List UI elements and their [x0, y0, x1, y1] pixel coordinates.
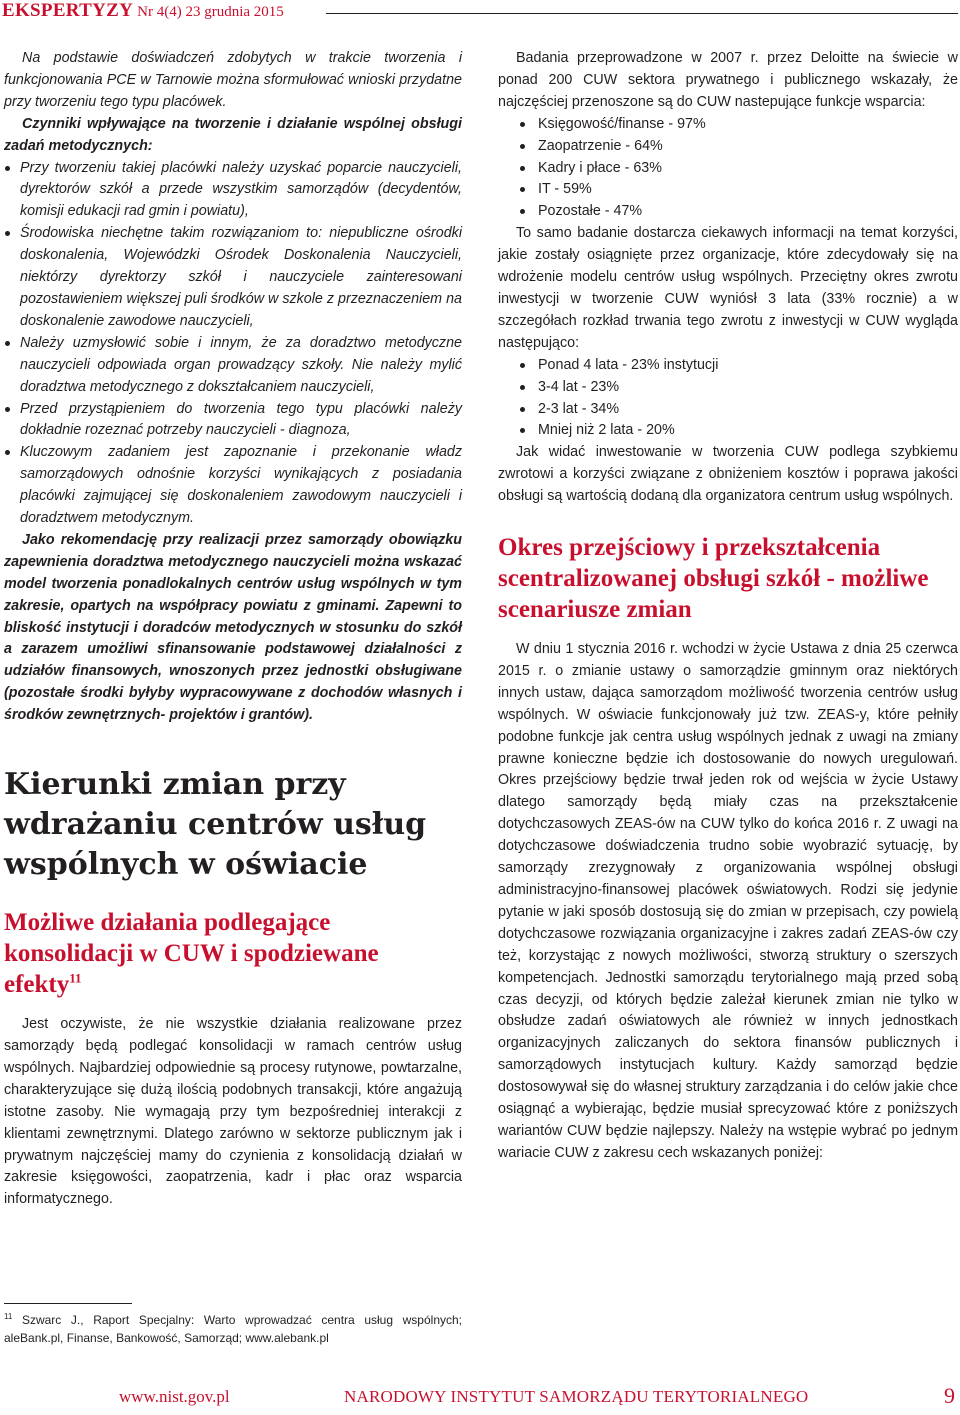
list-item: 2-3 lat - 34%: [498, 399, 958, 421]
transition-paragraph: W dniu 1 stycznia 2016 r. wchodzi w życie Ustawa z dnia 25 czerwca 2015 r. o zmianie ustawy o samorządzie gminnym oraz niektórych innych ustaw, dająca samorządom możliwość tworzenia centrów usług wspólnych. W oświacie funkcjonowały już tzw. ZEAS-y, które pełniły podobne funkcje jak centra usług wspólnych jednak z uwagi na zmiany prawne konieczne będzie ich dostosowanie do nowych uregulowań. Okres przejściowy będzie trwał jeden rok od wejścia w życie Ustawy dlatego samorządy będą miały czas na przekształcenie dotychczasowych ZEAS-ów na CUW tylko do końca 2016 r. Z uwagi na dotychczasowe doświadczenia trudno sobie wyobrazić sytuację, by samorządy zrezygnowały z organizowania wspólnej obsługi administracyjno-finansowej placówek oświatowych. Rodzi się jedynie pytanie w jaki sposób dostosują się do zmian w przepisach, czy powielą dotychczasowe rozwiązania organizacyjne i zakres zadań ZEAS-ów czy też, korzystając z nowych możliwości, stworzą struktury o szerszych kompetencjach. Jednostki samorządu terytorialnego mają przed sobą czas decyzji, od których będzie zależał kierunek zmian nie tylko w obsłudze zadań oświatowych ale również w innych jednostkach organizacyjnych zaliczanych do sektora finansów publicznych i samorządowych instytucjach kultury. Każdy samorząd będzie dostosowywał się do własnej struktury zarządzania i do celów jakie chce osiągnąć a wybierając, będzie musiał sprecyzować które z poniższych wariantów CUW będzie najlepszy. Należy na wstępie wybrać po jednym wariacie CUW z zakresu cech wskazanych poniżej:: [498, 641, 958, 1161]
footer-url-link[interactable]: www.nist.gov.pl: [119, 1387, 230, 1406]
publication-title: [2, 0, 284, 23]
transition-section-title: Okres przejściowy i przekształcenia scentralizowanej obsługi szkół - możliwe scenariusze zmian: [498, 534, 929, 624]
intro-paragraph: Na podstawie doświadczeń zdobytych w trakcie tworzenia i funkcjonowania PCE w Tarnowie można sformułować wnioski przydatne przy tworzeniu tego typu placówek.: [4, 50, 462, 110]
survey-intro: Badania przeprowadzone w 2007 r. przez Deloitte na świecie w ponad 200 CUW sektora prywatnego i publicznego wskazały, że najczęściej przenoszone są do CUW nastepujące funkcje wsparcia:: [498, 50, 958, 110]
list-item: Ponad 4 lata - 23% instytucji: [498, 355, 958, 377]
consolidation-paragraph: Jest oczywiste, że nie wszystkie działania realizowane przez samorządy będą podlegać konsolidacji w ramach centrów usług wspólnych. Najbardziej odpowiednie są procesy rutynowe, powtarzalne, charakteryzujące się dużą ilością podobnych transakcji, które angażują istotne zasoby. Nie wymagają przy tym bezpośredniej interakcji z klientami zewnętrznymi. Dlatego zarówno w sektorze publicznym jak i prywatnym najczęściej mamy do czynienia z konsolidacją działań w zakresie księgowości, zaopatrzenia, kadr i płac oraz wsparcia informatycznego.: [4, 1016, 462, 1208]
issue-info: Nr 4(4) 23 grudnia 2015: [137, 4, 284, 20]
footer-organization: NARODOWY INSTYTUT SAMORZĄDU TERYTORIALNEGO: [344, 1387, 809, 1406]
list-item: Środowiska niechętne takim rozwiązaniom to: niepubliczne ośrodki doskonalenia, Wojewódzki Ośrodek Doskonalenia Nauczycieli, niektórzy dyrektorzy szkół i nauczyciele zainteresowani pozostawieniem większej puli środków w szkole z przeznaczeniem na doskonalenie zawodowe nauczycieli,: [4, 223, 462, 333]
header-rule: [326, 13, 958, 14]
factors-list: [4, 158, 462, 530]
list-item: Mniej niż 2 lata - 20%: [498, 420, 958, 442]
page-header: [0, 0, 960, 30]
list-item: Przy tworzeniu takiej placówki należy uzyskać poparcie nauczycieli, dyrektorów szkół a przede wszystkim samorządów (decydentów, komisji edukacji rad gmin i powiatu),: [4, 158, 462, 224]
footnote-ref: 11: [69, 970, 82, 986]
factors-heading: Czynniki wpływające na tworzenie i działanie wspólnej obsługi zadań metodycznych:: [4, 115, 462, 154]
left-column: [4, 48, 462, 1211]
page-footer: [0, 1385, 960, 1411]
list-item: 3-4 lat - 23%: [498, 377, 958, 399]
section-title: Kierunki zmian przy wdrażaniu centrów usług wspólnych w oświacie: [4, 767, 427, 883]
footnote-text: Szwarc J., Raport Specjalny: Warto wprowadzać centra usług wspólnych; aleBank.pl, Finanse, Bankowość, Samorząd; www.alebank.pl: [4, 1313, 463, 1345]
publication-brand: EKSPERTYZY: [2, 0, 134, 21]
list-item: Księgowość/finanse - 97%: [498, 114, 958, 136]
subsection-title: [4, 907, 462, 1000]
footnote: [4, 1308, 462, 1347]
list-item: Należy uzmysłowić sobie i innym, że za doradztwo metodyczne nauczycieli odpowiada organ prowadzący szkoły. Nie należy mylić doradztwa metodycznego z dokształcaniem nauczycieli,: [4, 333, 462, 399]
payback-paragraph: To samo badanie dostarcza ciekawych informacji na temat korzyści, jakie zostały osiągnięte przez organizacje, które zdecydowały się na wdrożenie modelu centrów usług wspólnych. Przeciętny okres zwrotu inwestycji w tworzenie CUW wyniósł 3 lata (33% rocznie) a w szczegółach rozkład trwania tego zwrotu z inwestycji w CUW wygląda następująco:: [498, 225, 958, 351]
list-item: Pozostałe - 47%: [498, 201, 958, 223]
list-item: IT - 59%: [498, 179, 958, 201]
conclusion-paragraph: Jak widać inwestowanie w tworzenia CUW podlega szybkiemu zwrotowi a korzyści związane z obniżeniem kosztów i poprawa jakości obsługi są wartością dodaną dla organizatora centrum usług wspólnych.: [498, 444, 958, 505]
list-item: Kluczowym zadaniem jest zapoznanie i przekonanie władz samorządowych odnośnie korzyści wynikających z posiadania placówki zajmującej się doskonaleniem zawodowym nauczycieli i doradztwem metodycznym.: [4, 442, 462, 530]
recommendation-paragraph: Jako rekomendację przy realizacji przez samorządy obowiązku zapewnienia doradztwa metodycznego nauczycieli można wskazać model tworzenia ponadlokalnych centrów usług wspólnych w tym zakresie, opartych na współpracy powiatu z gminami. Zapewni to bliskość instytucji i doradców metodycznych w stosunku do szkół a zarazem umożliwi sfinansowanie podstawowej działalności z udziałów finansowych, wnoszonych przez jednostki obsługiwane (pozostałe środki byłyby wypracowywane z dochodów własnych i środków zewnętrznych- projektów i grantów).: [4, 531, 462, 724]
list-item: Przed przystąpieniem do tworzenia tego typu placówki należy dokładnie rozeznać potrzeby nauczycieli - diagnoza,: [4, 399, 462, 443]
right-column: [498, 48, 958, 1165]
functions-list: [498, 114, 958, 224]
payback-list: [498, 355, 958, 443]
subsection-title-text: Możliwe działania podlegające konsolidacji w CUW i spodziewane efekty: [4, 909, 379, 999]
list-item: Zaopatrzenie - 64%: [498, 136, 958, 158]
page-number: 9: [944, 1383, 955, 1408]
list-item: Kadry i płace - 63%: [498, 158, 958, 180]
footnote-rule: [4, 1303, 132, 1304]
footnote-number: 11: [4, 1312, 13, 1321]
